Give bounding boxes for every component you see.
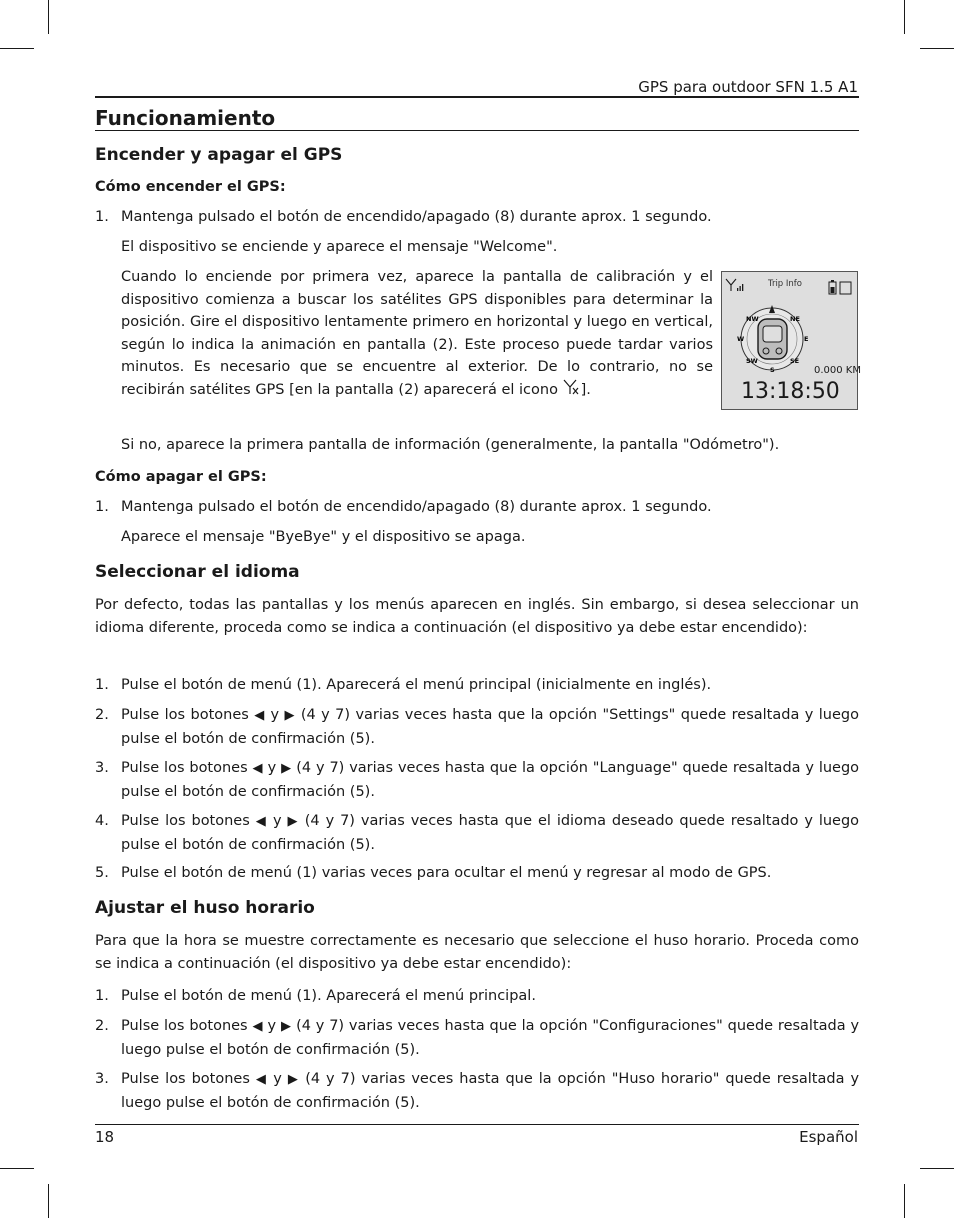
battery-icon (829, 280, 836, 294)
paragraph-timezone-intro: Para que la hora se muestre correctamente es necesario que seleccione el huso horario. Proceda como se indica a continuación (el dispositivo ya debe estar encendido): (95, 933, 859, 972)
step-text (121, 1015, 859, 1061)
step-number: 1. (95, 677, 109, 693)
step-text-post: (4 y 7) varias veces hasta que la opción "Language" quede resaltada y luego pulse el botón de confirmación (5). (121, 760, 860, 800)
no-satellite-antenna-icon (563, 379, 581, 395)
step-text: Pulse el botón de menú (1). Aparecerá el menú principal. (121, 988, 536, 1004)
step-text-mid: y (267, 760, 277, 776)
paragraph-language-intro: Por defecto, todas las pantallas y los menús aparecen en inglés. Sin embargo, si desea seleccionar un idioma diferente, proceda como se indica a continuación (el dispositivo ya debe estar encendido): (95, 597, 859, 636)
step-text: Mantenga pulsado el botón de encendido/apagado (8) durante aprox. 1 segundo. (121, 209, 712, 225)
device-screen-title: Trip Info (768, 279, 802, 289)
crop-mark (0, 48, 34, 49)
footer-language: Español (799, 1128, 858, 1146)
compass-label-ne: NE (790, 315, 800, 323)
left-triangle-icon: ◀ (252, 1019, 263, 1034)
compass-label-s: S (770, 366, 775, 374)
heading-language: Seleccionar el idioma (95, 562, 300, 582)
subheading-power-on: Cómo encender el GPS: (95, 179, 286, 195)
footer-rule (95, 1124, 859, 1125)
right-triangle-icon: ▶ (280, 1019, 292, 1034)
crop-mark (920, 1168, 954, 1169)
step-number: 2. (95, 707, 109, 723)
status-box-icon (840, 282, 851, 294)
page-number: 18 (95, 1128, 115, 1146)
step-text-pre: Pulse los botones (121, 1071, 250, 1087)
right-triangle-icon: ▶ (284, 708, 296, 723)
step-number: 1. (95, 499, 109, 515)
step-text-post: (4 y 7) varias veces hasta que el idioma deseado quede resaltado y luego pulse el botón de confirmación (5). (121, 813, 860, 853)
step-text (121, 757, 859, 803)
step-text (121, 1068, 859, 1114)
crop-mark (48, 1184, 49, 1218)
crop-mark (48, 0, 49, 34)
header-rule (95, 96, 859, 98)
heading-power: Encender y apagar el GPS (95, 145, 343, 165)
section-title: Funcionamiento (95, 106, 276, 130)
paragraph-calibration-text: Cuando lo enciende por primera vez, aparece la pantalla de calibración y el dispositivo comienza a buscar los satélites GPS disponibles para determinar la posición. Gire el dispositivo lentamente primero en horizontal y luego en vertical, según lo indica la animación en pantalla (2). Este proceso puede tardar varios minutos. Es necesario que se encuentre al exterior. De lo contrario, no se recibirán satélites GPS [en la pantalla (2) aparecerá el icono (121, 269, 713, 398)
right-triangle-icon: ▶ (287, 1072, 300, 1087)
step-number: 3. (95, 760, 109, 776)
step-text-post: (4 y 7) varias veces hasta que la opción "Configuraciones" quede resaltada y luego pulse el botón de confirmación (5). (121, 1018, 860, 1058)
crop-mark (904, 1184, 905, 1218)
paragraph: Aparece el mensaje "ByeBye" y el dispositivo se apaga. (121, 529, 526, 545)
step-text (121, 704, 859, 750)
step-number: 1. (95, 988, 109, 1004)
left-triangle-icon: ◀ (255, 1072, 268, 1087)
step-text-post: (4 y 7) varias veces hasta que la opción "Huso horario" quede resaltada y luego pulse el botón de confirmación (5). (121, 1071, 860, 1111)
left-triangle-icon: ◀ (254, 708, 266, 723)
compass-label-e: E (804, 335, 809, 343)
step-text-mid: y (270, 707, 280, 723)
crop-mark (0, 1168, 34, 1169)
crop-mark (920, 48, 954, 49)
crop-mark (904, 0, 905, 34)
right-triangle-icon: ▶ (281, 761, 292, 776)
step-text-pre: Pulse los botones (121, 707, 249, 723)
left-triangle-icon: ◀ (255, 814, 268, 829)
subheading-power-off: Cómo apagar el GPS: (95, 469, 267, 485)
step-text-mid: y (273, 1071, 282, 1087)
paragraph: Si no, aparece la primera pantalla de información (generalmente, la pantalla "Odómetro"). (121, 437, 780, 453)
step-number: 5. (95, 865, 109, 881)
step-text: Pulse el botón de menú (1). Aparecerá el menú principal (inicialmente en inglés). (121, 677, 712, 693)
step-text-mid: y (272, 813, 282, 829)
step-text-pre: Pulse los botones (121, 813, 250, 829)
compass-label-se: SE (790, 357, 800, 365)
step-text: Mantenga pulsado el botón de encendido/apagado (8) durante aprox. 1 segundo. (121, 499, 712, 515)
step-text-post: (4 y 7) varias veces hasta que la opción "Settings" quede resaltada y luego pulse el botón de confirmación (5). (121, 707, 859, 747)
compass-label-w: W (737, 335, 745, 343)
step-number: 2. (95, 1018, 109, 1034)
step-number: 1. (95, 209, 109, 225)
paragraph-calibration-end: ]. (580, 381, 591, 398)
compass-label-sw: SW (746, 357, 758, 365)
step-text-pre: Pulse los botones (121, 1018, 248, 1034)
step-number: 3. (95, 1071, 109, 1087)
step-text: Pulse el botón de menú (1) varias veces para ocultar el menú y regresar al modo de GPS. (121, 865, 772, 881)
section-rule (95, 130, 859, 131)
running-header: GPS para outdoor SFN 1.5 A1 (638, 78, 858, 96)
step-text-pre: Pulse los botones (121, 760, 248, 776)
heading-timezone: Ajustar el huso horario (95, 898, 315, 918)
device-distance: 0.000 KM (814, 365, 861, 376)
paragraph: El dispositivo se enciende y aparece el mensaje "Welcome". (121, 239, 558, 255)
signal-antenna-icon (726, 279, 743, 291)
device-clock: 13:18:50 (741, 379, 840, 404)
compass-rose-icon (737, 305, 808, 374)
compass-label-nw: NW (746, 315, 759, 323)
left-triangle-icon: ◀ (252, 761, 263, 776)
paragraph-calibration (121, 266, 713, 401)
step-text-mid: y (267, 1018, 277, 1034)
step-text (121, 810, 859, 856)
right-triangle-icon: ▶ (287, 814, 299, 829)
step-number: 4. (95, 813, 109, 829)
